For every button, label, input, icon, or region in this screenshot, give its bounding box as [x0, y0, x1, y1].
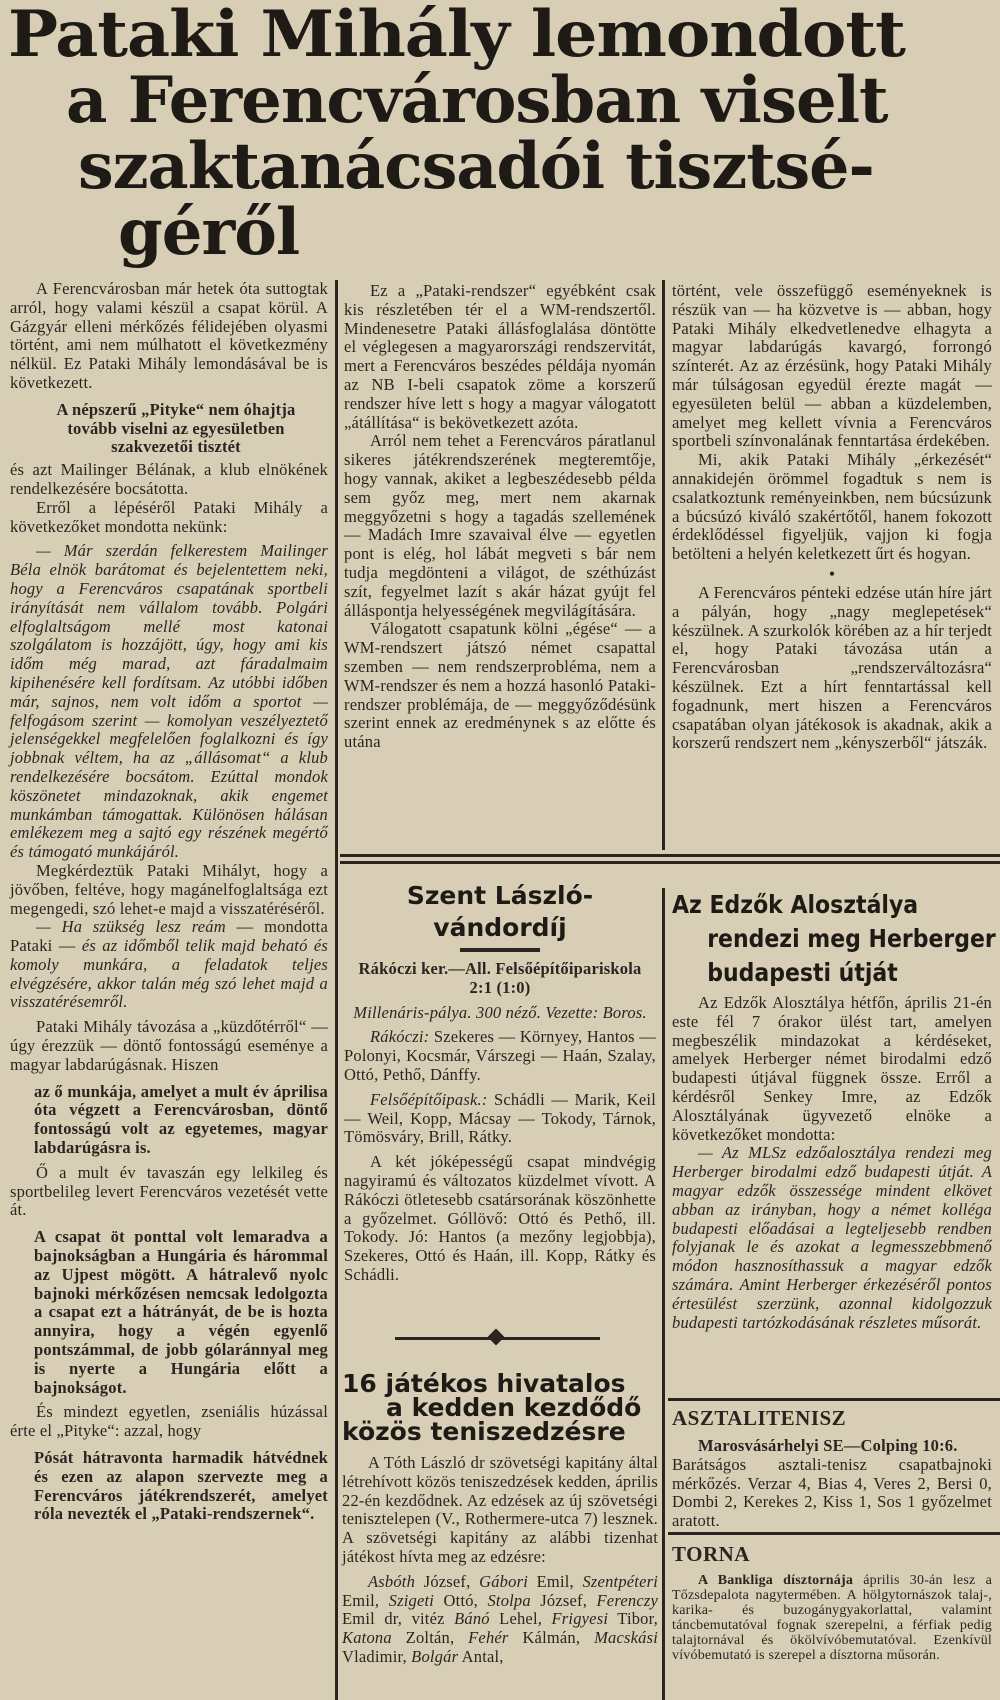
quote-text: és az időmből telik majd beható és komoly munkára, a feladatok teljes elvégzésére, akkor talán még szó lehet majd a visszatérésemről.	[10, 936, 329, 1012]
player-surname: Stolpa	[487, 1590, 531, 1610]
article-title: Szent László-vándordíj	[406, 881, 594, 942]
double-rule	[340, 861, 1000, 864]
player-surname: Bánó	[454, 1609, 490, 1629]
player-surname: Frigyesi	[551, 1609, 609, 1629]
player-name	[411, 1647, 503, 1666]
paragraph: Pataki Mihály távozása a „küzdőtérről“ — úgy érezzük — döntő fontosságú eseménye a magyar labdarúgásnak. Hiszen	[10, 1017, 328, 1074]
player-name-part: József,	[415, 1571, 480, 1591]
player-name-part: Ottó,	[434, 1590, 488, 1610]
player-name-part: Emil dr,	[342, 1609, 412, 1629]
gymnastics-section	[672, 1542, 992, 1663]
section-rule	[668, 1532, 1000, 1535]
team-players: Szekeres — Környey, Hantos — Polonyi, Kocsmár, Várszegi — Haán, Szalay, Ottó, Pethő, Dánffy.	[344, 1027, 656, 1084]
player-name	[368, 1572, 479, 1591]
lineup	[344, 1091, 656, 1147]
paragraph: Ez a „Pataki-rendszer“ egyébként csak kis részletében tér el a WM-rendszertől. Mindenesetre Pataki állásfoglalása döntötte el véglegesen a magyarországi rendszervitát, mert a Ferencváros beszédes példája nyomán az NB I-beli csapatok zöme a korszerű rendszer híve lett s hogy a magyar válogatott „átállítása“ is bekövetkezett azóta.	[344, 281, 656, 432]
ornament-icon	[460, 948, 540, 952]
paragraph: A Ferencvárosban már hetek óta suttogtak arról, hogy valami készül a csapat körül. A Gázgyár elleni mérkőzés félidejében olyasmi történt, ami nem múlhatott el következmény nélkül. Ez Pataki Mihály lemondásával be is következett.	[10, 279, 328, 392]
headline-line: szaktanácsadói tisztsé-	[78, 129, 874, 204]
player-name-part: Zoltán,	[391, 1628, 469, 1648]
team-label: Felsőépítőipask.:	[370, 1089, 488, 1109]
title-line: 16 játékos hivatalos	[342, 1369, 626, 1398]
player-name-part: József,	[530, 1590, 597, 1610]
paragraph: A Tóth László dr szövetségi kapitány által létrehívott közös teniszedzések kedden, április 22-én kezdődnek. Az edzések az új szövetségi tenisztelepen (V., Rothermere-utca 7) lesznek. A szövetségi kapitány az alábbi tizenhat játékost hívta meg az edzésre:	[342, 1453, 658, 1566]
paragraph: Barátságos asztali-tenisz csapatbajnoki mérkőzés. Verzar 4, Bias 4, Veres 2, Bersi 0, Dombi 2, Kerekes 2, Kiss 1, Sos 1 győzelmet aratott.	[672, 1454, 992, 1531]
paragraph: Erről a lépéséről Pataki Mihály a következőket mondotta nekünk:	[10, 497, 328, 536]
player-surname: Macskási	[594, 1628, 658, 1648]
paragraph: Válogatott csapatunk kölni „égése“ — a WM-rendszert játszó német csapattal szemben — nem rendszerprobléma, nem a WM-rendszer és nem a hozzá hasonló Pataki-rendszer problémája, de — meggyőződésünk szerint ennek az eredménynek s az előtte és utána	[344, 619, 656, 752]
diamond-ornament-icon	[488, 1329, 505, 1346]
article-title	[342, 1369, 658, 1446]
paragraph: Arról nem tehet a Ferencváros páratlanul sikeres játékrendszerének megteremtője, hogy vannak, akiket a legbeszédesebb példa sem győz meg, mert nem akarnak meggyőzetni s hogy a tagadás szellemének — Madách Imre szavaival élve — egyetlen pont is elég, hol lábát megveti s bár nem tudja megdönteni a világot, de széthúzást szít, fegyelmet lazít s akár házat gyújt fel álláspontja helyességének megvilágítására.	[344, 431, 656, 620]
quote-paragraph: — Az MLSz edzőalosztálya rendezi meg Herberger birodalmi edző budapesti útját. A magyar edzők összessége mindent elkövet abban az irányban, hogy a német kolléga budapesti előadásai a legteljesebb rendben folyjanak le és azokat a legmesszebbmenő módon hasznosíthassuk a magyar edzők számára. Amint Herberger érkezéséről pontos értesülést szerzünk, azonnal kidolgozzuk budapesti tartózkodásának részletes műsorát.	[672, 1143, 992, 1332]
paragraph: és azt Mailinger Bélának, a klub elnökének rendelkezésére bocsátotta.	[10, 460, 328, 498]
bold-lead: A népszerű „Pityke“ nem óhajtja tovább viselni az egyesületben szakvezetői tisztét	[56, 399, 296, 457]
player-name-part: vitéz	[411, 1609, 455, 1629]
match-result: Marosvásárhelyi SE—Colping 10:6.	[698, 1436, 958, 1455]
main-article-column-2	[344, 282, 656, 752]
player-name-part: Lehel,	[489, 1609, 552, 1629]
paragraph: Megkérdeztük Pataki Mihályt, hogy a jövőben, feltéve, hogy magánelfoglaltsága ezt megengedi, szó lehet-e majd a visszatéréséről.	[10, 860, 328, 918]
paragraph	[10, 918, 328, 1012]
text: — mondotta Pataki —	[10, 917, 328, 956]
paragraph	[672, 1573, 992, 1663]
player-name	[389, 1591, 488, 1610]
section-heading: TORNA	[672, 1542, 750, 1566]
player-name-part: Kálmán,	[508, 1628, 595, 1648]
paragraph: A Ferencváros pénteki edzése után híre járt a pályán, hogy „nagy meglepetések“ készülnek. A szurkolók körében az a hír terjedt el, hogy Pataki távozása után a Ferencvárosban „rendszerváltozásra“ készülnek. Ezt a hírt fenntartással kell fogadnunk, mert hiszen a Ferencváros csapatában olyan játékosok is akadnak, akik a korszerű rendszert nem „kényszerből“ játszák.	[672, 582, 992, 753]
title-line: budapesti útját	[707, 958, 898, 987]
bold-block: A csapat öt ponttal volt lemaradva a bajnokságban a Hungária és hárommal az Ujpest mögött. A hátralevő nyolc bajnoki mérkőzésen nemcsak ledolgozta a csapat ezt a hátrányát, de be is hozta annyira, hogy a végén egyenlő pontszámmal, de jobb gólaránnyal meg is nyerte a Hungária előtt a bajnokságot.	[34, 1227, 328, 1397]
player-surname: Gábori	[479, 1571, 528, 1591]
paragraph: Ő a mult év tavaszán egy lelkileg és sportbelileg levert Ferencváros vezetését vette át.	[10, 1162, 328, 1220]
headline-line: Pataki Mihály lemondott	[8, 0, 905, 72]
title-line: rendezi meg Herberger	[707, 924, 996, 953]
player-name-part: Antal,	[458, 1646, 504, 1666]
paragraph: És mindezt egyetlen, zseniális húzással érte el „Pityke“: azzal, hogy	[10, 1402, 328, 1441]
match-report: A két jóképességű csapat mindvégig nagyiramú és változatos küzdelmet vívott. A Rákóczi ötletesebb csatársorának köszönhette a győzelmet. Góllövő: Ottó és Pethő, ill. Tokody. Jó: Hantos (a mezőny legjobbja), Szekeres, Ottó és Haán, ill. Kopp, Rátky és Schádli.	[344, 1152, 656, 1284]
player-name-part: Tibor,	[608, 1609, 658, 1629]
quote-paragraph: — Már szerdán felkerestem Mailinger Béla elnök barátomat és bejelentettem neki, hogy a Ferencváros csapatának sportbeli irányítását nem vállalom tovább. Polgári elfoglaltságom mellé most katonai szolgálatom is hozzájött, úgy, hogy ami kis időm még marad, azt fáradalmaim kipihenésére kell fordítsam. Az utóbbi időben már, sajnos, nem volt időm a sportot — felfogásom szerint — komolyan veszélyeztető jelenségekkel megfelelően foglalkozni és így jobbnak véltem, ha az „állásomat“ a klub rendelkezésére bocsátom. Ezúttal mondok köszönetet mindazoknak, akik engemet munkámban támogattak. Különösen hálásan emlékezem meg a sajtó egy részének megértő és támogató munkájáról.	[10, 541, 328, 862]
tennis-article	[342, 1369, 658, 1667]
paragraph: Az Edzők Alosztálya hétfőn, április 21-én este fél 7 órakor ülést tart, amelyen megbeszélik mindazokat a kérdéseket, amelyek Herberger német birodalmi edző budapesti útjával függnek össze. Erről a kérdésről Senkey Imre, az Edzők Alosztályának ügyvezető elnöke a következőket mondotta:	[672, 993, 992, 1144]
bold-block: Pósát hátravonta harmadik hátvédnek és ezen az alapon szervezte meg a Ferencváros játékrendszerét, amelyet róla nevezték el „Pataki-rendszernek“.	[34, 1448, 328, 1524]
title-line: a kedden kezdődő	[386, 1393, 642, 1422]
headline-line: a Ferencvárosban viselt	[66, 63, 888, 138]
bullet-separator: •	[828, 563, 836, 584]
quote-text: — Ha szükség lesz reám	[36, 917, 226, 937]
title-line: közös teniszedzésre	[342, 1417, 626, 1446]
lineup	[344, 1028, 656, 1084]
match-result: Rákóczi ker.—All. Felsőépítőipariskola 2:1 (1:0)	[358, 959, 642, 997]
column-divider	[662, 888, 665, 1700]
player-name	[552, 1609, 658, 1628]
team-players: Schádli — Marik, Keil — Weil, Kopp, Mácsay — Tokody, Tárnok, Tömösváry, Brill, Rátky.	[344, 1089, 656, 1147]
player-name-part: Vladimir,	[342, 1646, 412, 1666]
player-surname: Szigeti	[388, 1590, 435, 1610]
player-name	[412, 1609, 552, 1628]
headline	[8, 0, 998, 270]
main-article-column-3	[672, 282, 992, 753]
bold-block: az ő munkája, amelyet a mult év áprilisa óta végzett a Ferencvárosban, döntő fontosságú volt az egyetemes, magyar labdarúgásra is.	[34, 1081, 328, 1158]
column-divider	[662, 280, 665, 850]
player-name	[342, 1628, 468, 1647]
player-name-part: Emil,	[527, 1571, 583, 1591]
player-name-part: Emil,	[342, 1590, 389, 1610]
bold-lead: A Bankliga dísztornája	[698, 1573, 854, 1588]
team-label: Rákóczi:	[370, 1027, 430, 1047]
herberger-article	[672, 888, 996, 1332]
section-rule	[668, 1398, 1000, 1401]
table-tennis-section	[672, 1406, 992, 1531]
main-article-column-1	[10, 280, 328, 1530]
match-venue: Millenáris-pálya. 300 néző. Vezette: Boros.	[353, 1002, 647, 1022]
player-name	[468, 1628, 594, 1647]
article-title	[672, 888, 996, 990]
player-surname: Fehér	[468, 1628, 509, 1648]
headline-line: géről	[118, 195, 300, 270]
paragraph: történt, vele összefüggő eseményeknek is részük van — ha közvetve is — abban, hogy Pataki Mihály elkedvetlenedve elhagyta a magyar labdarúgás kavargó, forrongó színterét. Az az érzésünk, hogy Pataki Mihály már túlságosan egyedül érezte magát — egyesületen belül — abban a küzdelemben, amelyet meg kellett vívnia a Ferencváros sportbeli színvonalának fenntartása érdekében.	[672, 281, 992, 451]
player-surname: Szentpéteri	[582, 1571, 658, 1591]
player-list	[342, 1573, 658, 1667]
player-surname: Asbóth	[368, 1571, 416, 1591]
player-surname: Katona	[342, 1628, 392, 1648]
section-heading: ASZTALITENISZ	[672, 1406, 847, 1430]
title-line: Az Edzők Alosztálya	[672, 890, 919, 919]
player-name	[479, 1572, 582, 1591]
player-surname: Bolgár	[411, 1646, 459, 1666]
player-surname: Ferenczy	[596, 1590, 658, 1610]
column-divider	[335, 280, 338, 1700]
text: április 30-án lesz a Tőzsdepalota nagytermében. A hölgytornászok talaj-, karika- és buzogánygyakorlattal, valamint táncbemutatóval fognak szerepelni, a férfiak pedig talajtornával és ökölvívóbemutatóval. Ezenkívül vívóbemutató is szerepel a dísztorna műsorán.	[672, 1573, 992, 1663]
szent-laszlo-article	[344, 880, 656, 1285]
paragraph: Mi, akik Pataki Mihály „érkezését“ annakidején örömmel fogadtuk s nem is csalatkoztunk reményeinkben, nem búcsúzunk a búcsúzó kiváló szakértőtől, hanem fokozott érdeklődéssel figyeljük, vajjon ki fogja betölteni a helyén keletkezett űrt és hogyan.	[672, 450, 992, 564]
player-name	[487, 1591, 596, 1610]
double-rule	[340, 854, 1000, 857]
